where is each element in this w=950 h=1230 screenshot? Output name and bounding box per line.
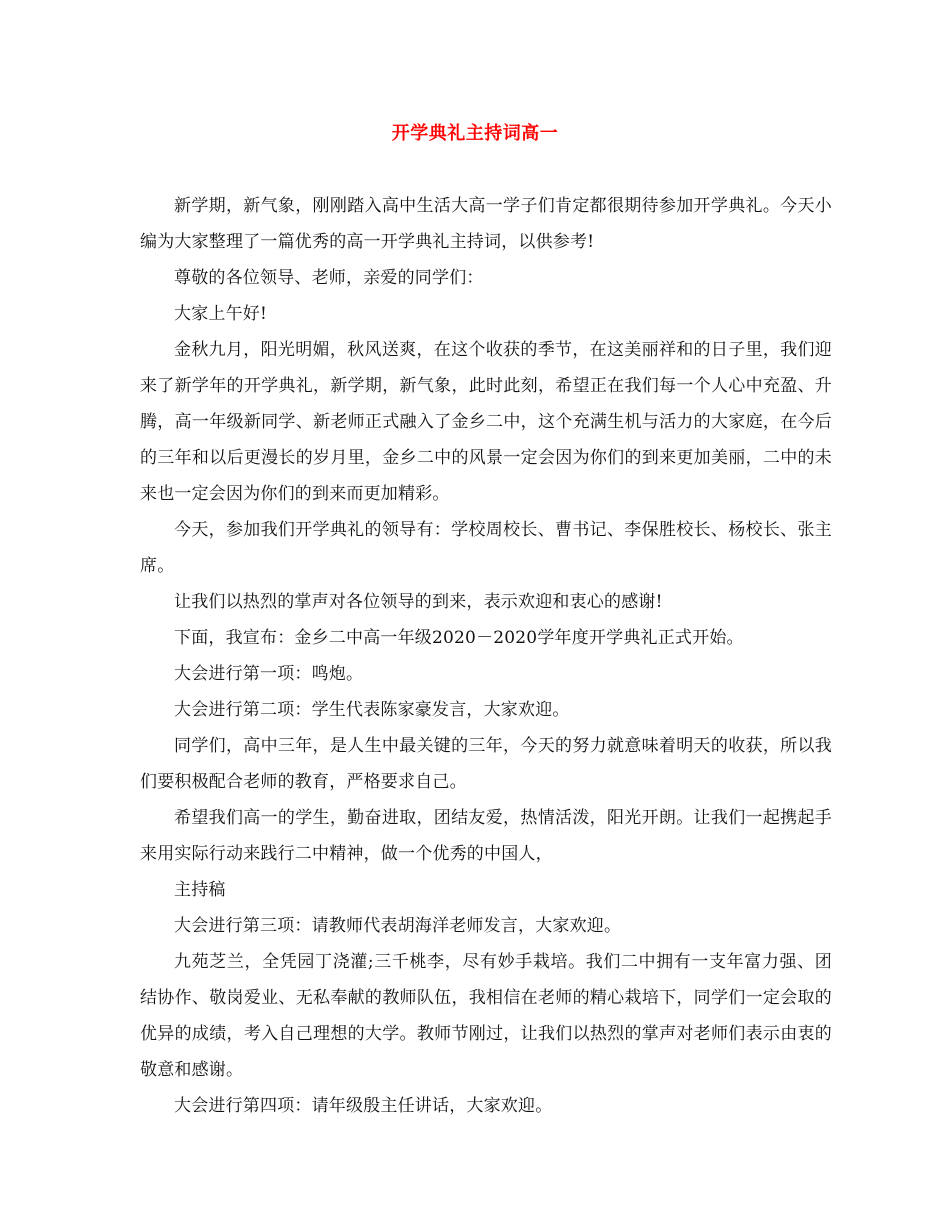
paragraph-teachers: 九苑芝兰，全凭园丁浇灌;三千桃李，尽有妙手栽培。我们二中拥有一支年富力强、团结协作、敬岗爱业、无私奉献的教师队伍，我相信在老师的精心栽培下，同学们一定会取的优异的成绩，考入自己理想的大学。教师节刚过，让我们以热烈的掌声对老师们表示由衷的敬意和感谢。 bbox=[140, 952, 832, 1080]
paragraph-item-3: 大会进行第三项：请教师代表胡海洋老师发言，大家欢迎。 bbox=[174, 916, 622, 936]
paragraph-intro: 新学期，新气象，刚刚踏入高中生活大高一学子们肯定都很期待参加开学典礼。今天小编为大家整理了一篇优秀的高一开学典礼主持词，以供参考! bbox=[140, 196, 832, 252]
paragraph-item-4: 大会进行第四项：请年级殷主任讲话，大家欢迎。 bbox=[174, 1096, 553, 1116]
paragraph-hope: 希望我们高一的学生，勤奋进取，团结友爱，热情活泼，阳光开朗。让我们一起携起手来用实际行动来践行二中精神，做一个优秀的中国人， bbox=[140, 808, 832, 864]
paragraph-leaders: 今天，参加我们开学典礼的领导有：学校周校长、曹书记、李保胜校长、杨校长、张主席。 bbox=[140, 520, 832, 576]
document-title: 开学典礼主持词高一 bbox=[391, 123, 559, 144]
paragraph-greeting: 大家上午好! bbox=[174, 304, 268, 324]
paragraph-announcement: 下面，我宣布：金乡二中高一年级2020－2020学年度开学典礼正式开始。 bbox=[174, 628, 744, 648]
document-body bbox=[140, 188, 832, 1124]
paragraph-salutation: 尊敬的各位领导、老师，亲爱的同学们： bbox=[174, 268, 484, 288]
paragraph-host-script: 主持稿 bbox=[174, 880, 226, 900]
paragraph-opening: 金秋九月，阳光明媚，秋风送爽，在这个收获的季节，在这美丽祥和的日子里，我们迎来了新学年的开学典礼，新学期，新气象，此时此刻，希望正在我们每一个人心中充盈、升腾，高一年级新同学、新老师正式融入了金乡二中，这个充满生机与活力的大家庭，在今后的三年和以后更漫长的岁月里，金乡二中的风景一定会因为你们的到来更加美丽，二中的未来也一定会因为你们的到来而更加精彩。 bbox=[140, 340, 832, 504]
paragraph-item-2: 大会进行第二项：学生代表陈家豪发言，大家欢迎。 bbox=[174, 700, 570, 720]
paragraph-students: 同学们，高中三年，是人生中最关键的三年，今天的努力就意味着明天的收获，所以我们要积极配合老师的教育，严格要求自己。 bbox=[140, 736, 832, 792]
paragraph-item-1: 大会进行第一项：鸣炮。 bbox=[174, 664, 364, 684]
paragraph-welcome: 让我们以热烈的掌声对各位领导的到来，表示欢迎和衷心的感谢! bbox=[174, 592, 663, 612]
